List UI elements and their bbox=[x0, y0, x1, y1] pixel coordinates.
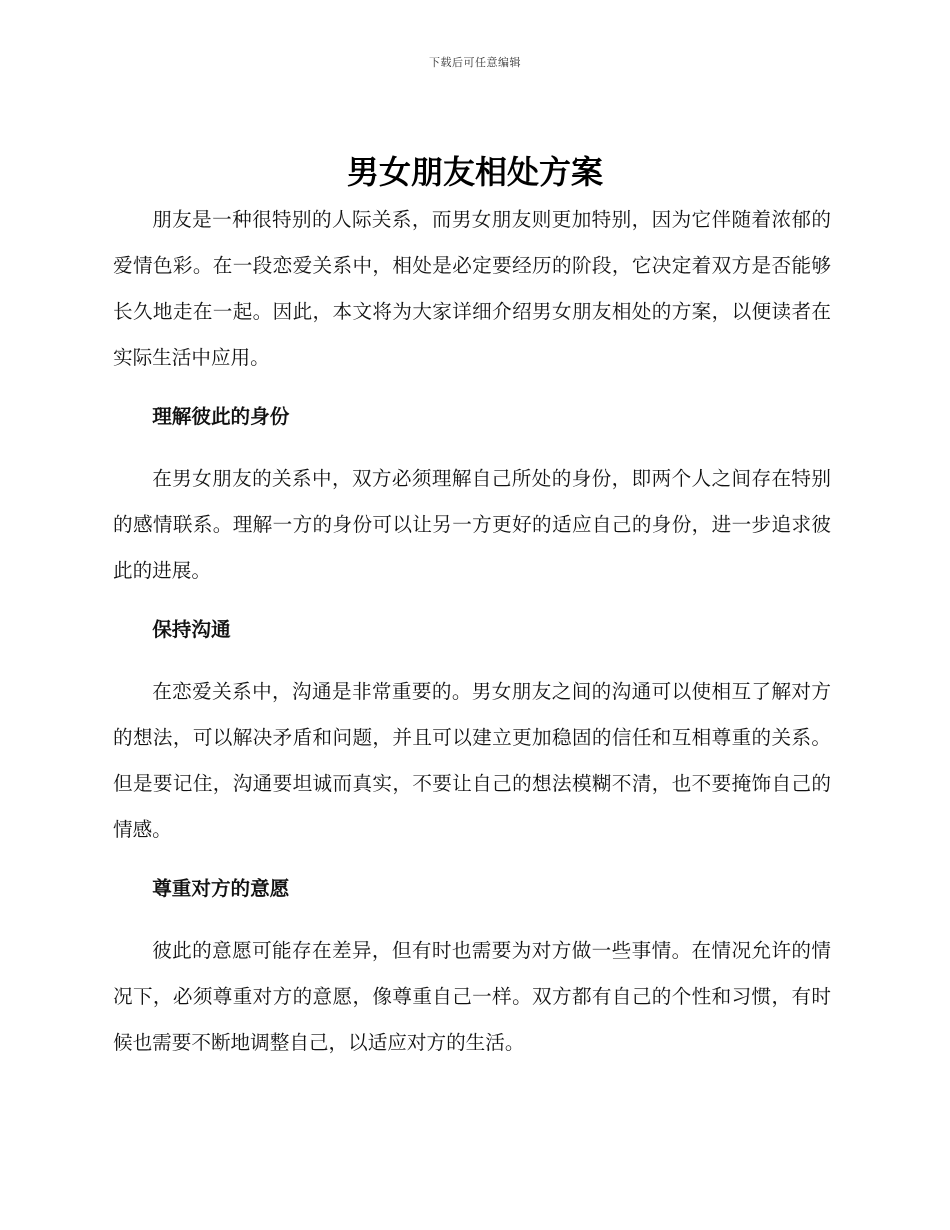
section-body-identity: 在男女朋友的关系中，双方必须理解自己所处的身份，即两个人之间存在特别的感情联系。理解一方的身份可以让另一方更好的适应自己的身份，进一步追求彼此的进展。 bbox=[113, 467, 831, 582]
section-heading-identity: 理解彼此的身份 bbox=[152, 405, 290, 428]
section-body-communication: 在恋爱关系中，沟通是非常重要的。男女朋友之间的沟通可以使相互了解对方的想法，可以解决矛盾和问题，并且可以建立更加稳固的信任和互相尊重的关系。但是要记住，沟通要坦诚而真实，不要让自己的想法模糊不清，也不要掩饰自己的情感。 bbox=[113, 680, 831, 841]
section-heading-communication: 保持沟通 bbox=[152, 618, 231, 641]
document-body bbox=[113, 197, 831, 1066]
document-title: 男女朋友相处方案 bbox=[346, 153, 603, 191]
section-body-respect: 彼此的意愿可能存在差异，但有时也需要为对方做一些事情。在情况允许的情况下，必须尊重对方的意愿，像尊重自己一样。双方都有自己的个性和习惯，有时候也需要不断地调整自己，以适应对方的生活。 bbox=[113, 939, 831, 1054]
section-heading-respect: 尊重对方的意愿 bbox=[152, 877, 290, 900]
intro-paragraph: 朋友是一种很特别的人际关系，而男女朋友则更加特别，因为它伴随着浓郁的爱情色彩。在一段恋爱关系中，相处是必定要经历的阶段，它决定着双方是否能够长久地走在一起。因此，本文将为大家详细介绍男女朋友相处的方案，以便读者在实际生活中应用。 bbox=[113, 208, 831, 369]
header-note: 下载后可任意编辑 bbox=[429, 56, 521, 69]
